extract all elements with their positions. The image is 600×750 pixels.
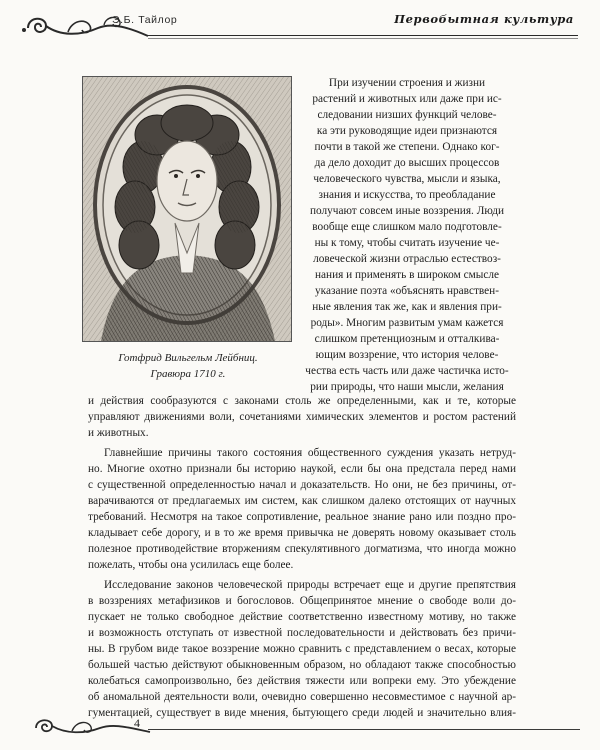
text-line: ные явления так же, как и явления при- [312, 301, 502, 313]
text-line: пускает не только свободное действие соответственно известному мотиву, но также [88, 611, 516, 623]
header-scroll-ornament-icon [20, 6, 150, 46]
text-line: и действия сообразуются с законами столь же определенными, как и те, которые [88, 395, 516, 407]
text-line: ка эти руководящие идеи признаются [316, 125, 498, 137]
text-line: знания и искусства, то преобладание [318, 189, 496, 201]
text-line: слишком претенциозным и отталкива- [314, 333, 500, 345]
text-line: и животных. [88, 427, 149, 439]
text-line: варачиваются от предлагаемых им систем, как слишком далеко отстоящих от научных [88, 495, 516, 507]
text-line: гументацией, существует в виде мнения, бытующего среди людей и значительно влия- [88, 707, 516, 719]
text-line: в воззрениях метафизиков и богословов. Общепринятое мнение о свободе воли до- [88, 595, 516, 607]
text-line: большей частью действуют обыкновенным образом, но обладают также способностью [88, 659, 516, 671]
text-line: человеческого чувства, мысли и языка, [313, 173, 501, 185]
text-line: указание поэта «объяснять нравствен- [315, 285, 499, 297]
page-number: 4 [134, 716, 140, 730]
portrait-caption [88, 350, 288, 382]
text-line: ловеческой жизни отраслью естествоз- [313, 253, 501, 265]
text-line: управляют движениями воли, сочетаниями химических элементов и ростом растений [88, 411, 516, 423]
footer-rule [148, 729, 580, 730]
text-line: но. Многие охотно признали бы историю наукой, если бы она предстала перед нами [88, 463, 516, 475]
caption-line-name: Готфрид Вильгельм Лейбниц. [118, 352, 258, 364]
header-rule [148, 35, 578, 36]
caption-line-date: Гравюра 1710 г. [150, 368, 226, 380]
text-line: ющим воззрение, что история челове- [315, 349, 499, 361]
text-line: ны к тому, чтобы считать изучение че- [314, 237, 500, 249]
text-line: вообще еще слишком мало подготовле- [312, 221, 502, 233]
text-line: полезное противодействие вторжениям спекулятивного догматизма, что иногда можно [88, 543, 516, 555]
text-line: растений и животных или даже при ис- [312, 93, 502, 105]
text-line: рии природы, что наши мысли, желания [310, 381, 504, 393]
text-line: ны. В грубом виде такое воззрение можно сравнить с представлением о весах, которые [88, 643, 516, 655]
text-line: колебаться самопроизвольно, без действия тяжести или вопреки ему. Это убеждение [88, 675, 516, 687]
text-line: роды». Многим развитым умам кажется [310, 317, 504, 329]
text-line: получают совсем иные воззрения. Люди [309, 205, 505, 217]
portrait-engraving [82, 76, 292, 342]
running-head-author: Э.Б. Тайлор [112, 14, 178, 26]
text-line: да дело доходит до высших процессов [314, 157, 500, 169]
text-line: требований. Несмотря на такое сопротивление, реальное знание рано или поздно про- [88, 511, 516, 523]
paragraph-start-line: Исследование законов человеческой природы встречает еще и другие препятствия [104, 579, 516, 591]
text-line: При изучении строения и жизни [328, 77, 486, 89]
header-rule-thin [148, 38, 578, 39]
text-line: следовании низших функций челове- [317, 109, 497, 121]
text-line: пожелать, чтобы она усилилась еще более. [88, 559, 294, 571]
text-line: нания и применять в широком смысле [314, 269, 500, 281]
paragraph-start-line: Главнейшие причины такого состояния общественного суждения указать нетруд- [104, 447, 516, 459]
text-line: кладывает себе дорогу, и в то же время привычка не доверять новому оказывает столь [88, 527, 516, 539]
running-head-title: Первобытная культура [394, 12, 574, 26]
text-line: почти в такой же степени. Однако ког- [314, 141, 500, 153]
text-line: об аномальной деятельности воли, очевидно совершенно несовместимое с научной ар- [88, 691, 516, 703]
text-line: чества есть часть или даже частичка исто- [305, 365, 509, 377]
text-line: и возможность отступать от известной последовательности и действовать без причи- [88, 627, 516, 639]
page-header [0, 0, 600, 44]
text-line: с существенной определенностью начал и доказательств. Но они, не без причины, от- [88, 479, 516, 491]
portrait-image [83, 77, 291, 341]
